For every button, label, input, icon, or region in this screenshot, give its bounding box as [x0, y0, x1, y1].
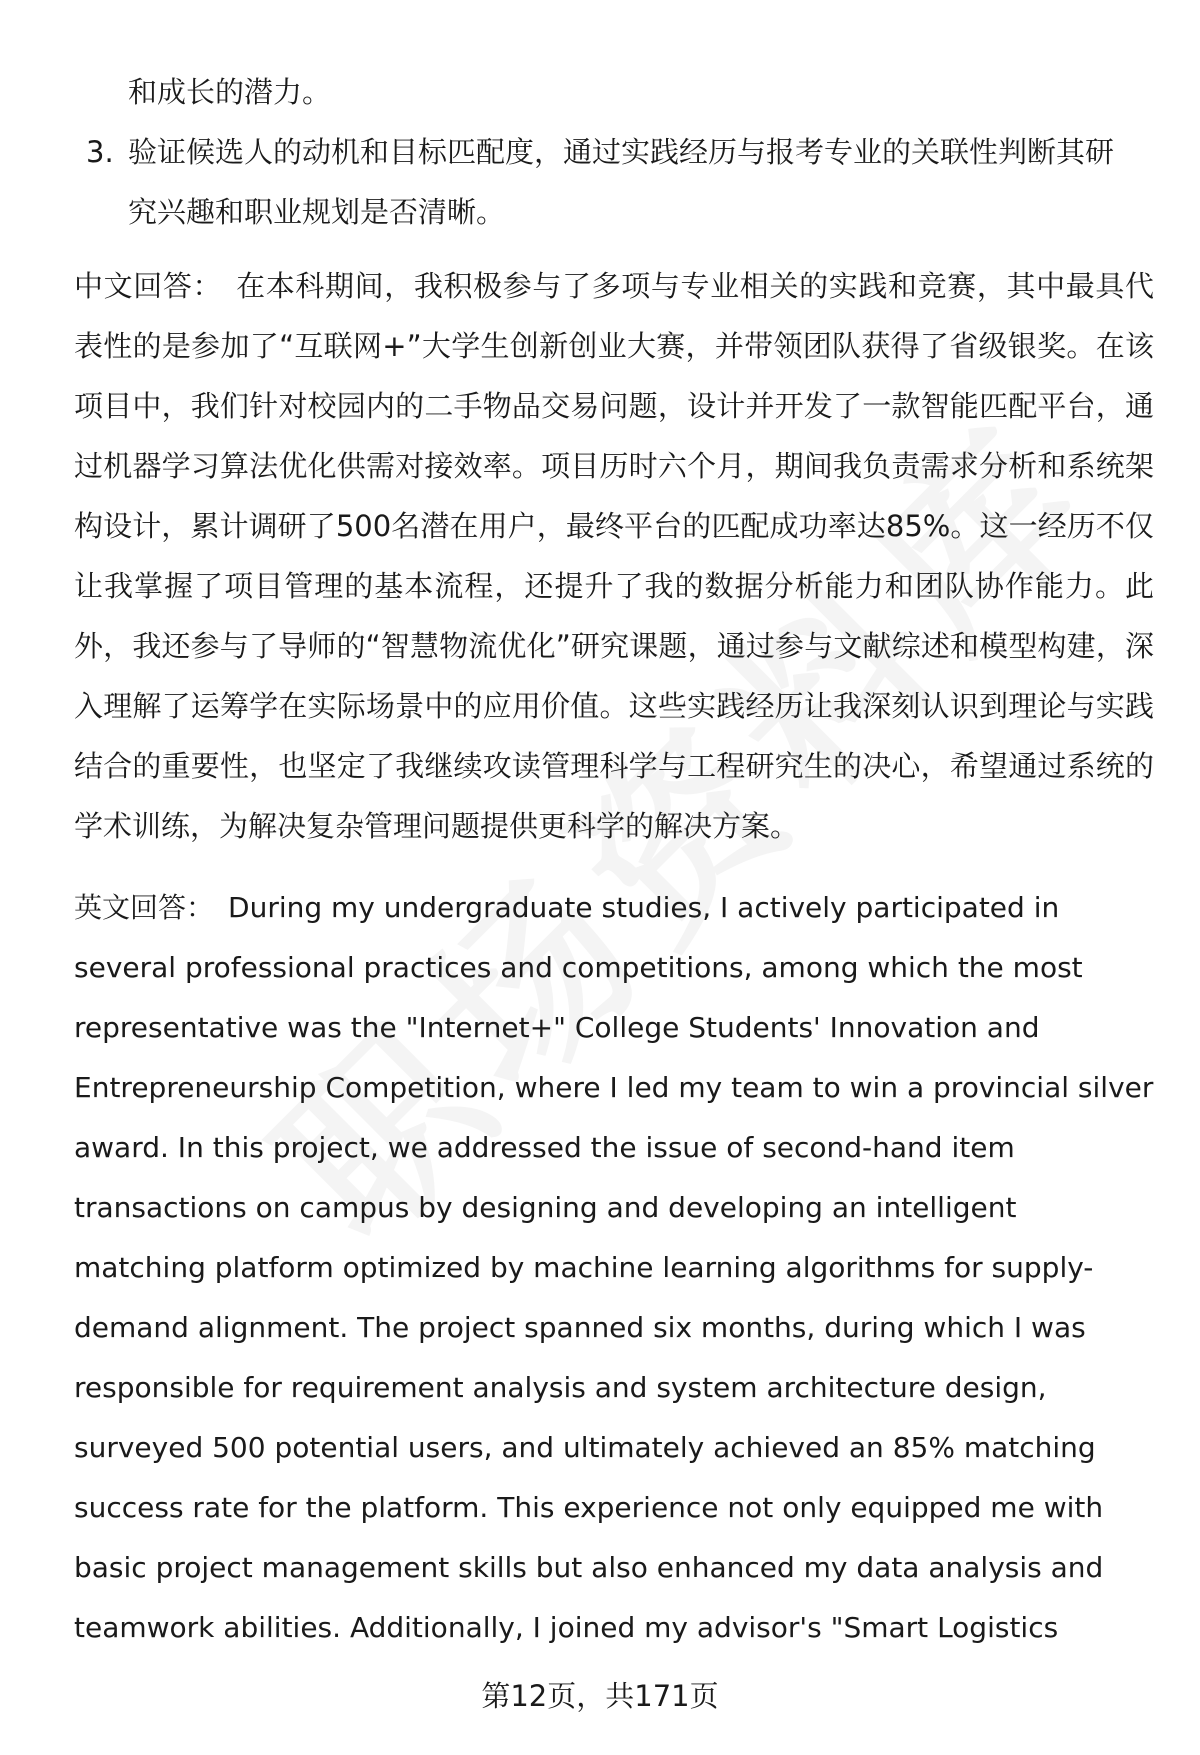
page-number: 第12页，共171页	[481, 1679, 719, 1713]
document-page	[74, 62, 1154, 1658]
list-item-text: 验证候选人的动机和目标匹配度，通过实践经历与报考专业的关联性判断其研究兴趣和职业规划是否清晰。	[128, 135, 1115, 229]
list-item-number: 3.	[86, 135, 114, 169]
english-answer-text: During my undergraduate studies, I actively participated in several professional practices and competitions, among which the most representative was the "Internet+" College Students' Innovation and Entrepreneurship Competition, where I led my team to win a provincial silver award. In this project, we addressed the issue of second-hand item transactions on campus by designing and developing an intelligent matching platform optimized by machine learning algorithms for supply-demand alignment. The project spanned six months, during which I was responsible for requirement analysis and system architecture design, surveyed 500 potential users, and ultimately achieved an 85% matching success rate for the platform. This experience not only equipped me with basic project management skills but also enhanced my data analysis and teamwork abilities. Additionally, I joined my advisor's "Smart Logistics	[74, 891, 1154, 1644]
list-item-2-continuation: 和成长的潜力。	[128, 75, 332, 109]
english-answer	[74, 878, 1154, 1658]
page-footer	[0, 1676, 1200, 1716]
list-item-3	[74, 122, 1138, 242]
chinese-answer-text: 在本科期间，我积极参与了多项与专业相关的实践和竞赛，其中最具代表性的是参加了“互联网+”大学生创新创业大赛，并带领团队获得了省级银奖。在该项目中，我们针对校园内的二手物品交易问题，设计并开发了一款智能匹配平台，通过机器学习算法优化供需对接效率。项目历时六个月，期间我负责需求分析和系统架构设计，累计调研了500名潜在用户，最终平台的匹配成功率达85%。这一经历不仅让我掌握了项目管理的基本流程，还提升了我的数据分析能力和团队协作能力。此外，我还参与了导师的“智慧物流优化”研究课题，通过参与文献综述和模型构建，深入理解了运筹学在实际场景中的应用价值。这些实践经历让我深刻认识到理论与实践结合的重要性，也坚定了我继续攻读管理科学与工程研究生的决心，希望通过系统的学术训练，为解决复杂管理问题提供更科学的解决方案。	[74, 269, 1154, 843]
chinese-answer-label: 中文回答：	[74, 269, 223, 303]
chinese-answer	[74, 256, 1154, 856]
english-answer-label: 英文回答：	[74, 891, 215, 924]
